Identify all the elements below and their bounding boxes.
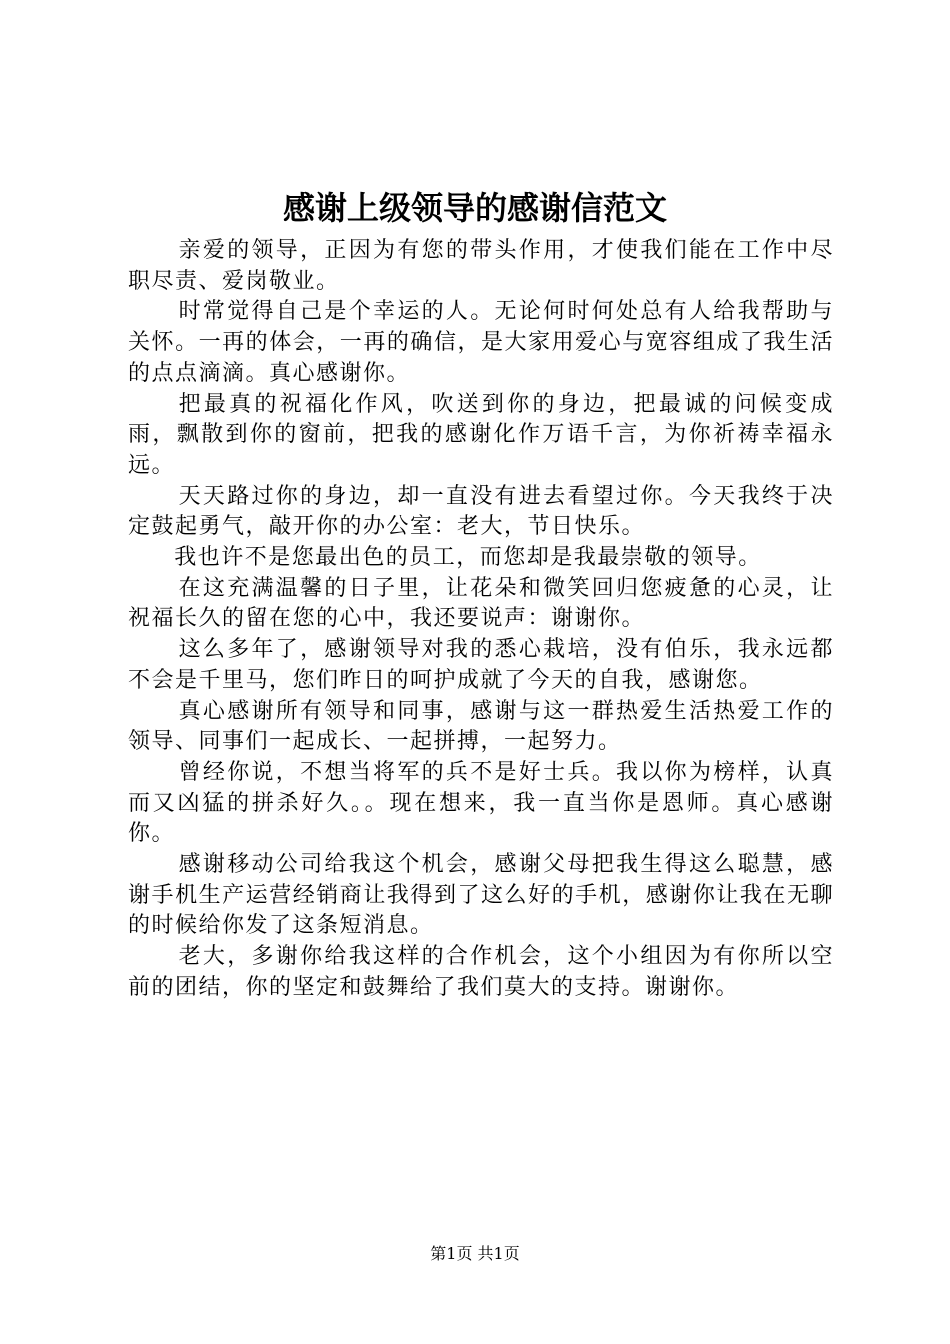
paragraph: 感谢移动公司给我这个机会，感谢父母把我生得这么聪慧，感谢手机生产运营经销商让我得到了这么好的手机，感谢你让我在无聊的时候给你发了这条短消息。 — [128, 852, 834, 939]
document-body — [128, 236, 834, 1004]
paragraph: 亲爱的领导，正因为有您的带头作用，才使我们能在工作中尽职尽责、爱岗敬业。 — [128, 238, 834, 294]
paragraph: 真心感谢所有领导和同事，感谢与这一群热爱生活热爱工作的领导、同事们一起成长、一起拼搏，一起努力。 — [128, 698, 834, 755]
document-title: 感谢上级领导的感谢信范文 — [282, 189, 667, 227]
paragraph: 老大，多谢你给我这样的合作机会，这个小组因为有你所以空前的团结，你的坚定和鼓舞给了我们莫大的支持。谢谢你。 — [128, 944, 834, 1000]
paragraph: 在这充满温馨的日子里，让花朵和微笑回归您疲惫的心灵，让祝福长久的留在您的心中，我还要说声：谢谢你。 — [128, 575, 834, 632]
paragraph: 把最真的祝福化作风，吹送到你的身边，把最诚的问候变成雨，飘散到你的窗前，把我的感谢化作万语千言，为你祈祷幸福永远。 — [128, 391, 834, 478]
paragraph: 时常觉得自己是个幸运的人。无论何时何处总有人给我帮助与关怀。一再的体会，一再的确信，是大家用爱心与宽容组成了我生活的点点滴滴。真心感谢你。 — [128, 299, 834, 386]
paragraph: 曾经你说，不想当将军的兵不是好士兵。我以你为榜样，认真而又凶猛的拼杀好久。。现在想来，我一直当你是恩师。真心感谢你。 — [128, 759, 834, 847]
paragraph: 天天路过你的身边，却一直没有进去看望过你。今天我终于决定鼓起勇气，敲开你的办公室：老大，节日快乐。 — [128, 483, 834, 540]
page-footer: 第1页 共1页 — [430, 1244, 520, 1263]
paragraph: 这么多年了，感谢领导对我的悉心栽培，没有伯乐，我永远都不会是千里马，您们昨日的呵护成就了今天的自我，感谢您。 — [128, 637, 834, 693]
paragraph: 我也许不是您最出色的员工，而您却是我最崇敬的领导。 — [174, 545, 762, 571]
